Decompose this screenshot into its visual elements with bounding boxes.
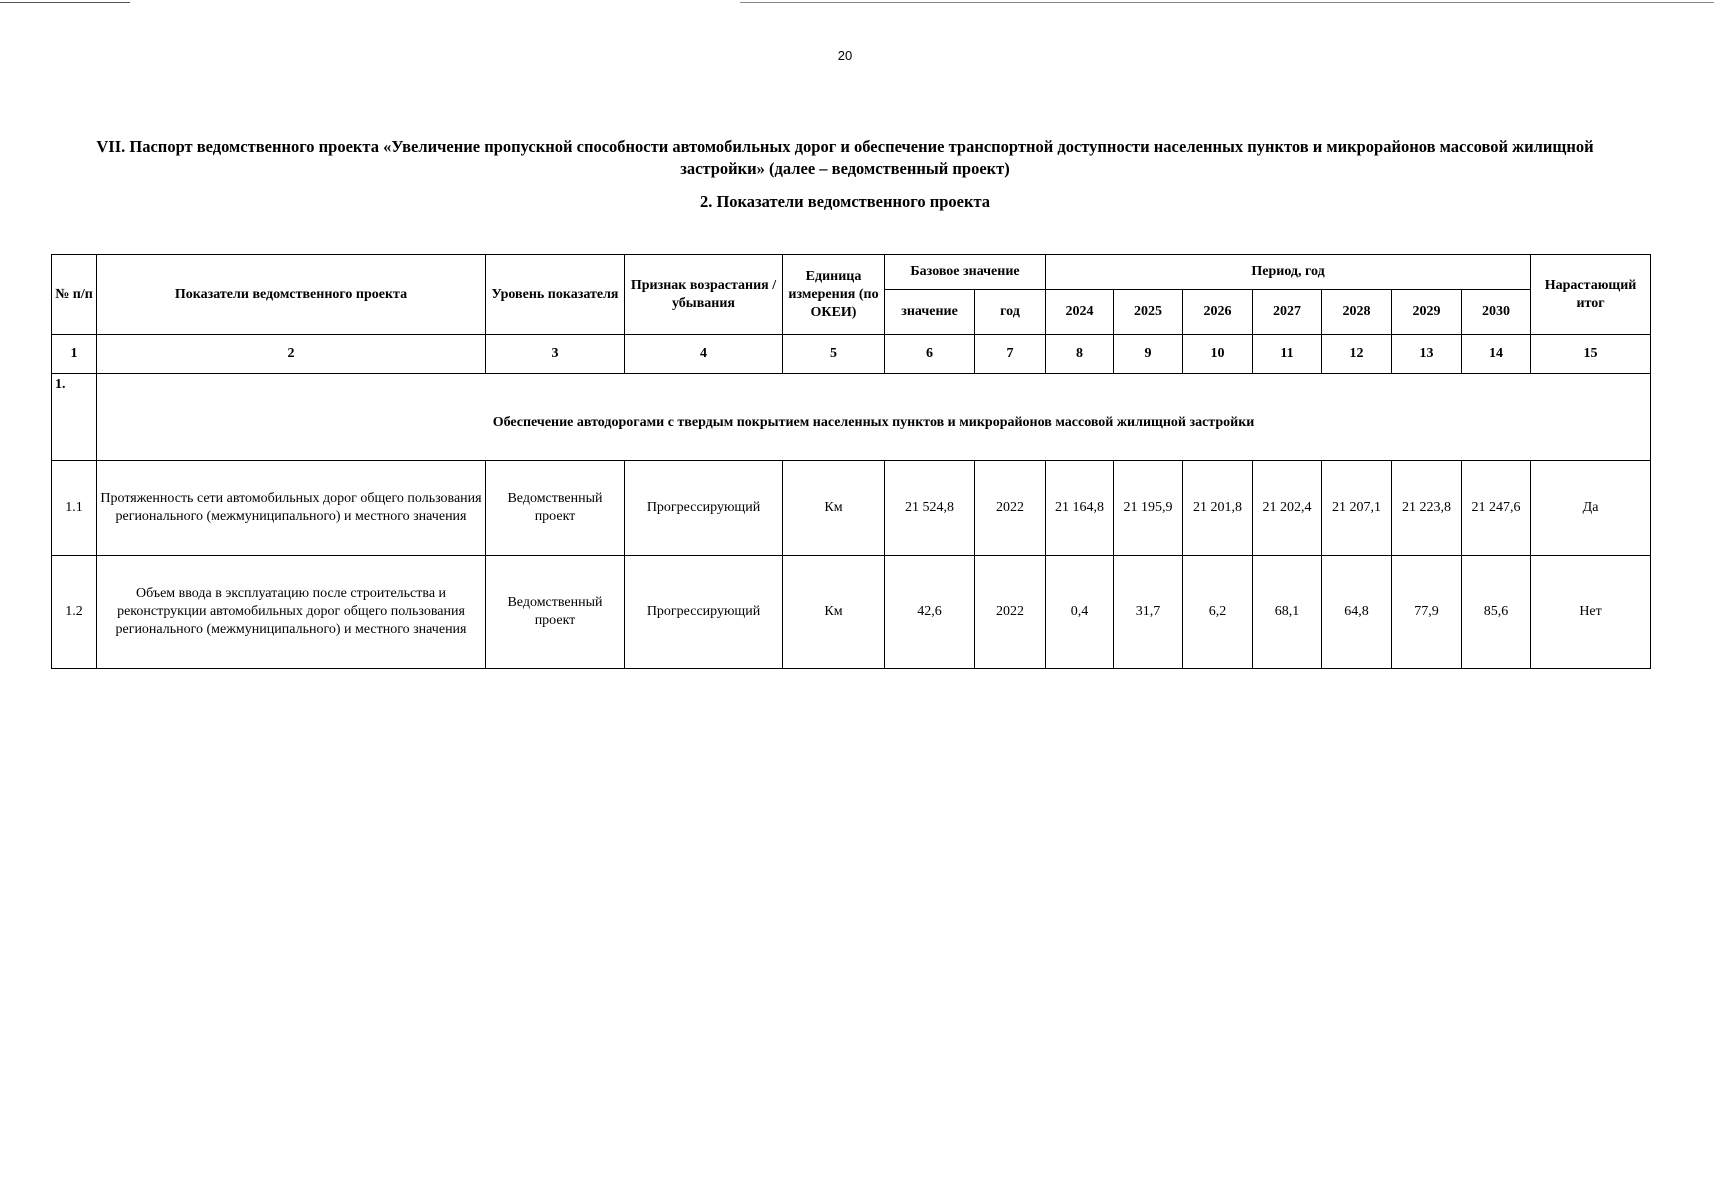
column-number: 3 [486, 335, 625, 374]
year-value: 21 223,8 [1392, 461, 1462, 556]
header-year: 2027 [1253, 290, 1322, 335]
cumulative-value: Нет [1531, 556, 1651, 669]
section-number: 1. [52, 374, 97, 461]
year-value: 85,6 [1462, 556, 1531, 669]
year-value: 21 247,6 [1462, 461, 1531, 556]
indicator-name: Объем ввода в эксплуатацию после строительства и реконструкции автомобильных дорог общего пользования регионального (межмуниципального) и местного значения [97, 556, 486, 669]
document-title: VII. Паспорт ведомственного проекта «Увеличение пропускной способности автомобильных дорог и обеспечение транспортной доступности населенных пунктов и микрорайонов массовой жилищной застройки» (далее – ведомственный проект) [96, 137, 1594, 178]
section-title: Обеспечение автодорогами с твердым покрытием населенных пунктов и микрорайонов массовой жилищной застройки [97, 374, 1651, 461]
cumulative-value: Да [1531, 461, 1651, 556]
header-level: Уровень показателя [486, 255, 625, 335]
indicator-sign: Прогрессирующий [625, 461, 783, 556]
year-value: 31,7 [1114, 556, 1183, 669]
year-value: 77,9 [1392, 556, 1462, 669]
base-year: 2022 [975, 461, 1046, 556]
header-indicator: Показатели ведомственного проекта [97, 255, 486, 335]
header-year: 2025 [1114, 290, 1183, 335]
row-number: 1.2 [52, 556, 97, 669]
year-value: 21 202,4 [1253, 461, 1322, 556]
indicator-name: Протяженность сети автомобильных дорог общего пользования регионального (межмуниципального) и местного значения [97, 461, 486, 556]
base-value: 42,6 [885, 556, 975, 669]
page-number: 20 [837, 48, 853, 63]
column-number: 14 [1462, 335, 1531, 374]
column-number: 8 [1046, 335, 1114, 374]
header-cumulative: Нарастающий итог [1531, 255, 1651, 335]
year-value: 21 207,1 [1322, 461, 1392, 556]
year-value: 6,2 [1183, 556, 1253, 669]
header-year: 2029 [1392, 290, 1462, 335]
header-period: Период, год [1046, 255, 1531, 290]
year-value: 64,8 [1322, 556, 1392, 669]
column-number: 15 [1531, 335, 1651, 374]
header-base-year: год [975, 290, 1046, 335]
section-row [52, 374, 1651, 461]
column-number: 10 [1183, 335, 1253, 374]
row-number: 1.1 [52, 461, 97, 556]
column-number: 4 [625, 335, 783, 374]
indicator-unit: Км [783, 556, 885, 669]
indicator-unit: Км [783, 461, 885, 556]
scan-artifact-line [0, 2, 130, 3]
column-number: 6 [885, 335, 975, 374]
year-value: 21 195,9 [1114, 461, 1183, 556]
header-num: № п/п [52, 255, 97, 335]
indicator-level: Ведомственный проект [486, 461, 625, 556]
column-number: 13 [1392, 335, 1462, 374]
column-number: 11 [1253, 335, 1322, 374]
year-value: 21 201,8 [1183, 461, 1253, 556]
header-base-value: значение [885, 290, 975, 335]
year-value: 21 164,8 [1046, 461, 1114, 556]
header-year: 2026 [1183, 290, 1253, 335]
header-sign: Признак возрастания / убывания [625, 255, 783, 335]
header-year: 2028 [1322, 290, 1392, 335]
scan-artifact-line [740, 2, 1714, 3]
column-number: 7 [975, 335, 1046, 374]
indicator-sign: Прогрессирующий [625, 556, 783, 669]
header-year: 2030 [1462, 290, 1531, 335]
indicators-table [51, 254, 1651, 669]
year-value: 68,1 [1253, 556, 1322, 669]
section-subtitle: 2. Показатели ведомственного проекта [699, 192, 991, 211]
column-number-row [52, 335, 1651, 374]
header-year: 2024 [1046, 290, 1114, 335]
column-number: 2 [97, 335, 486, 374]
table-row [52, 461, 1651, 556]
header-unit: Единица измерения (по ОКЕИ) [783, 255, 885, 335]
column-number: 9 [1114, 335, 1183, 374]
column-number: 5 [783, 335, 885, 374]
year-value: 0,4 [1046, 556, 1114, 669]
indicator-level: Ведомственный проект [486, 556, 625, 669]
table-row [52, 556, 1651, 669]
column-number: 1 [52, 335, 97, 374]
table-header-row [52, 255, 1651, 290]
column-number: 12 [1322, 335, 1392, 374]
header-base: Базовое значение [885, 255, 1046, 290]
base-value: 21 524,8 [885, 461, 975, 556]
base-year: 2022 [975, 556, 1046, 669]
